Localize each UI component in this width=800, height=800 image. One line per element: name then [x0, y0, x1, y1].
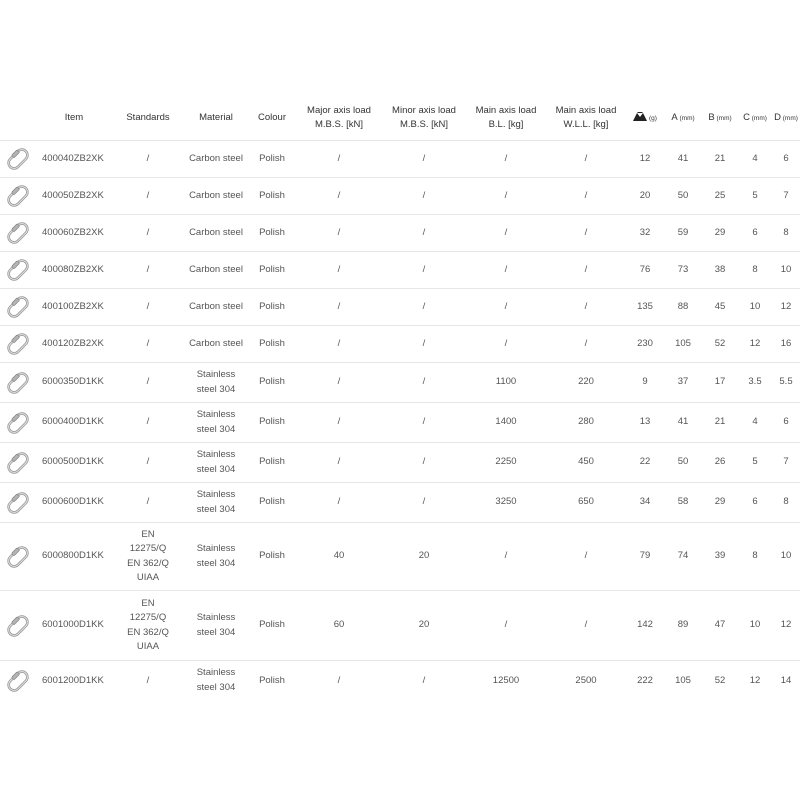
- cell-weight: 76: [626, 252, 664, 289]
- product-image: [0, 443, 36, 483]
- cell-material: Carbon steel: [184, 289, 248, 326]
- table-row: [0, 591, 800, 661]
- cell-dim-b: 21: [702, 403, 738, 443]
- column-header-label: Colour: [258, 112, 286, 123]
- cell-weight: 9: [626, 363, 664, 403]
- cell-colour: Polish: [248, 215, 296, 252]
- cell-dim-a: 105: [664, 661, 702, 701]
- cell-dim-b: 38: [702, 252, 738, 289]
- cell-weight: 22: [626, 443, 664, 483]
- cell-main-axis-wll: /: [546, 326, 626, 363]
- cell-dim-d: 6: [772, 141, 800, 178]
- product-image: [0, 326, 36, 363]
- column-header-dim-d: [772, 96, 800, 141]
- cell-minor-axis-mbs: /: [382, 215, 466, 252]
- cell-item: 6000500D1KK: [36, 443, 112, 483]
- cell-standards: /: [112, 289, 184, 326]
- cell-major-axis-mbs: 60: [296, 591, 382, 661]
- cell-item: 6000350D1KK: [36, 363, 112, 403]
- cell-dim-a: 88: [664, 289, 702, 326]
- cell-dim-b: 25: [702, 178, 738, 215]
- cell-major-axis-mbs: /: [296, 215, 382, 252]
- cell-main-axis-bl: /: [466, 141, 546, 178]
- cell-major-axis-mbs: /: [296, 252, 382, 289]
- cell-major-axis-mbs: /: [296, 141, 382, 178]
- cell-weight: 142: [626, 591, 664, 661]
- cell-standards: /: [112, 215, 184, 252]
- cell-main-axis-wll: 450: [546, 443, 626, 483]
- cell-main-axis-wll: /: [546, 215, 626, 252]
- cell-dim-b: 47: [702, 591, 738, 661]
- cell-dim-c: 12: [738, 326, 772, 363]
- cell-colour: Polish: [248, 326, 296, 363]
- cell-material: Carbon steel: [184, 178, 248, 215]
- column-header-colour: [248, 96, 296, 141]
- cell-colour: Polish: [248, 443, 296, 483]
- cell-minor-axis-mbs: /: [382, 363, 466, 403]
- product-image: [0, 215, 36, 252]
- cell-dim-b: 52: [702, 661, 738, 701]
- cell-standards: /: [112, 178, 184, 215]
- product-image: [0, 141, 36, 178]
- cell-dim-b: 17: [702, 363, 738, 403]
- cell-dim-d: 7: [772, 443, 800, 483]
- cell-material: Stainless steel 304: [184, 661, 248, 701]
- cell-item: 6001200D1KK: [36, 661, 112, 701]
- cell-material: Stainless steel 304: [184, 443, 248, 483]
- cell-standards: /: [112, 326, 184, 363]
- cell-standards: /: [112, 141, 184, 178]
- column-header-dim-b: [702, 96, 738, 141]
- cell-dim-d: 8: [772, 483, 800, 523]
- cell-dim-d: 12: [772, 591, 800, 661]
- table-row: [0, 661, 800, 701]
- cell-dim-b: 21: [702, 141, 738, 178]
- cell-dim-b: 26: [702, 443, 738, 483]
- cell-item: 400120ZB2XK: [36, 326, 112, 363]
- spec-table: [0, 96, 800, 701]
- quick-link-icon: [3, 182, 33, 210]
- cell-dim-c: 12: [738, 661, 772, 701]
- cell-dim-a: 74: [664, 523, 702, 591]
- cell-dim-c: 5: [738, 443, 772, 483]
- cell-dim-a: 41: [664, 141, 702, 178]
- column-header-unit: (mm): [780, 114, 798, 122]
- cell-main-axis-wll: /: [546, 252, 626, 289]
- quick-link-icon: [3, 145, 33, 173]
- cell-dim-b: 52: [702, 326, 738, 363]
- cell-main-axis-wll: /: [546, 289, 626, 326]
- cell-dim-d: 10: [772, 252, 800, 289]
- table-row: [0, 483, 800, 523]
- cell-dim-d: 12: [772, 289, 800, 326]
- cell-standards: EN 12275/Q EN 362/Q UIAA: [112, 591, 184, 661]
- cell-dim-a: 59: [664, 215, 702, 252]
- cell-colour: Polish: [248, 403, 296, 443]
- cell-minor-axis-mbs: /: [382, 403, 466, 443]
- cell-dim-c: 8: [738, 252, 772, 289]
- cell-minor-axis-mbs: /: [382, 178, 466, 215]
- cell-dim-d: 7: [772, 178, 800, 215]
- cell-minor-axis-mbs: /: [382, 252, 466, 289]
- table-row: [0, 326, 800, 363]
- cell-weight: 222: [626, 661, 664, 701]
- table-row: [0, 252, 800, 289]
- cell-item: 6000600D1KK: [36, 483, 112, 523]
- cell-item: 400080ZB2XK: [36, 252, 112, 289]
- quick-link-icon: [3, 219, 33, 247]
- quick-link-icon: [3, 256, 33, 284]
- column-header-weight: [626, 96, 664, 141]
- cell-main-axis-bl: /: [466, 523, 546, 591]
- cell-dim-d: 5.5: [772, 363, 800, 403]
- column-header-label: Standards: [126, 112, 170, 123]
- cell-dim-b: 29: [702, 483, 738, 523]
- cell-item: 6001000D1KK: [36, 591, 112, 661]
- quick-link-icon: [3, 543, 33, 571]
- quick-link-icon: [3, 612, 33, 640]
- cell-major-axis-mbs: /: [296, 326, 382, 363]
- table-row: [0, 363, 800, 403]
- cell-main-axis-bl: /: [466, 591, 546, 661]
- column-header-label: Material: [199, 112, 233, 123]
- cell-major-axis-mbs: /: [296, 483, 382, 523]
- cell-major-axis-mbs: /: [296, 661, 382, 701]
- column-header-unit: (mm): [677, 114, 695, 122]
- cell-main-axis-wll: 280: [546, 403, 626, 443]
- cell-dim-c: 4: [738, 141, 772, 178]
- cell-dim-c: 5: [738, 178, 772, 215]
- cell-colour: Polish: [248, 483, 296, 523]
- cell-main-axis-bl: /: [466, 252, 546, 289]
- cell-dim-a: 89: [664, 591, 702, 661]
- cell-item: 6000800D1KK: [36, 523, 112, 591]
- cell-dim-b: 29: [702, 215, 738, 252]
- column-header-material: [184, 96, 248, 141]
- cell-dim-a: 58: [664, 483, 702, 523]
- column-header-label: A: [671, 111, 678, 123]
- cell-main-axis-bl: 3250: [466, 483, 546, 523]
- cell-main-axis-bl: /: [466, 326, 546, 363]
- cell-dim-a: 37: [664, 363, 702, 403]
- cell-dim-d: 8: [772, 215, 800, 252]
- cell-material: Carbon steel: [184, 326, 248, 363]
- quick-link-icon: [3, 667, 33, 695]
- column-header-main-axis-bl: [466, 96, 546, 141]
- cell-dim-d: 10: [772, 523, 800, 591]
- product-image: [0, 661, 36, 701]
- column-header-unit: (g): [649, 114, 657, 122]
- column-header-dim-a: [664, 96, 702, 141]
- cell-standards: /: [112, 403, 184, 443]
- cell-minor-axis-mbs: /: [382, 443, 466, 483]
- cell-colour: Polish: [248, 661, 296, 701]
- cell-dim-d: 14: [772, 661, 800, 701]
- cell-standards: /: [112, 443, 184, 483]
- column-header-item: [36, 96, 112, 141]
- cell-main-axis-bl: /: [466, 178, 546, 215]
- product-image: [0, 363, 36, 403]
- product-image: [0, 289, 36, 326]
- column-header-unit: (mm): [749, 114, 767, 122]
- cell-main-axis-wll: /: [546, 141, 626, 178]
- cell-minor-axis-mbs: /: [382, 289, 466, 326]
- quick-link-icon: [3, 449, 33, 477]
- column-header-label: D: [774, 111, 781, 123]
- column-header-standards: [112, 96, 184, 141]
- cell-material: Stainless steel 304: [184, 523, 248, 591]
- cell-material: Stainless steel 304: [184, 591, 248, 661]
- cell-main-axis-bl: 1400: [466, 403, 546, 443]
- cell-item: 400050ZB2XK: [36, 178, 112, 215]
- cell-material: Carbon steel: [184, 215, 248, 252]
- column-header-major-axis-mbs: [296, 96, 382, 141]
- cell-colour: Polish: [248, 523, 296, 591]
- cell-weight: 135: [626, 289, 664, 326]
- cell-dim-a: 50: [664, 443, 702, 483]
- cell-main-axis-bl: 1100: [466, 363, 546, 403]
- column-header-minor-axis-mbs: [382, 96, 466, 141]
- column-header-label: Main axis load B.L. [kg]: [475, 105, 537, 130]
- column-header-image: [0, 96, 36, 141]
- cell-item: 400100ZB2XK: [36, 289, 112, 326]
- cell-colour: Polish: [248, 252, 296, 289]
- column-header-dim-c: [738, 96, 772, 141]
- column-header-label: B: [708, 111, 715, 123]
- cell-minor-axis-mbs: /: [382, 483, 466, 523]
- cell-minor-axis-mbs: 20: [382, 591, 466, 661]
- cell-dim-c: 8: [738, 523, 772, 591]
- table-body: [0, 141, 800, 701]
- cell-dim-c: 3.5: [738, 363, 772, 403]
- cell-standards: /: [112, 252, 184, 289]
- cell-major-axis-mbs: /: [296, 289, 382, 326]
- cell-dim-c: 6: [738, 483, 772, 523]
- cell-minor-axis-mbs: /: [382, 661, 466, 701]
- cell-colour: Polish: [248, 363, 296, 403]
- product-image: [0, 252, 36, 289]
- product-image: [0, 178, 36, 215]
- table-header: [0, 96, 800, 141]
- cell-minor-axis-mbs: 20: [382, 523, 466, 591]
- table-row: [0, 523, 800, 591]
- cell-dim-c: 10: [738, 591, 772, 661]
- cell-material: Stainless steel 304: [184, 363, 248, 403]
- cell-item: 400040ZB2XK: [36, 141, 112, 178]
- cell-material: Carbon steel: [184, 141, 248, 178]
- product-image: [0, 403, 36, 443]
- cell-standards: /: [112, 661, 184, 701]
- cell-dim-c: 10: [738, 289, 772, 326]
- cell-main-axis-bl: 2250: [466, 443, 546, 483]
- cell-main-axis-bl: /: [466, 215, 546, 252]
- cell-item: 400060ZB2XK: [36, 215, 112, 252]
- cell-standards: /: [112, 363, 184, 403]
- cell-main-axis-wll: 220: [546, 363, 626, 403]
- cell-dim-d: 16: [772, 326, 800, 363]
- cell-minor-axis-mbs: /: [382, 326, 466, 363]
- cell-weight: 20: [626, 178, 664, 215]
- weight-icon: [633, 112, 647, 121]
- cell-dim-a: 50: [664, 178, 702, 215]
- cell-weight: 230: [626, 326, 664, 363]
- cell-dim-a: 41: [664, 403, 702, 443]
- cell-major-axis-mbs: 40: [296, 523, 382, 591]
- cell-dim-d: 6: [772, 403, 800, 443]
- table-row: [0, 141, 800, 178]
- cell-dim-b: 39: [702, 523, 738, 591]
- cell-dim-b: 45: [702, 289, 738, 326]
- column-header-label: Major axis load M.B.S. [kN]: [307, 105, 371, 130]
- cell-material: Carbon steel: [184, 252, 248, 289]
- column-header-unit: (mm): [714, 114, 732, 122]
- quick-link-icon: [3, 330, 33, 358]
- quick-link-icon: [3, 293, 33, 321]
- quick-link-icon: [3, 369, 33, 397]
- quick-link-icon: [3, 489, 33, 517]
- cell-minor-axis-mbs: /: [382, 141, 466, 178]
- cell-colour: Polish: [248, 591, 296, 661]
- column-header-label: Minor axis load M.B.S. [kN]: [392, 105, 456, 130]
- cell-main-axis-wll: 2500: [546, 661, 626, 701]
- cell-weight: 79: [626, 523, 664, 591]
- cell-weight: 34: [626, 483, 664, 523]
- cell-main-axis-bl: /: [466, 289, 546, 326]
- cell-dim-c: 4: [738, 403, 772, 443]
- quick-link-icon: [3, 409, 33, 437]
- cell-weight: 13: [626, 403, 664, 443]
- cell-main-axis-wll: /: [546, 523, 626, 591]
- table-row: [0, 178, 800, 215]
- column-header-main-axis-wll: [546, 96, 626, 141]
- cell-main-axis-wll: 650: [546, 483, 626, 523]
- cell-colour: Polish: [248, 289, 296, 326]
- cell-main-axis-bl: 12500: [466, 661, 546, 701]
- cell-main-axis-wll: /: [546, 178, 626, 215]
- cell-major-axis-mbs: /: [296, 443, 382, 483]
- cell-major-axis-mbs: /: [296, 403, 382, 443]
- table-row: [0, 215, 800, 252]
- cell-main-axis-wll: /: [546, 591, 626, 661]
- cell-weight: 32: [626, 215, 664, 252]
- cell-colour: Polish: [248, 178, 296, 215]
- column-header-label: Main axis load W.L.L. [kg]: [555, 105, 617, 130]
- cell-dim-c: 6: [738, 215, 772, 252]
- table-row: [0, 403, 800, 443]
- cell-dim-a: 105: [664, 326, 702, 363]
- column-header-label: C: [743, 111, 750, 123]
- product-image: [0, 483, 36, 523]
- cell-material: Stainless steel 304: [184, 483, 248, 523]
- column-header-label: Item: [64, 112, 84, 123]
- cell-material: Stainless steel 304: [184, 403, 248, 443]
- cell-weight: 12: [626, 141, 664, 178]
- cell-standards: /: [112, 483, 184, 523]
- table-row: [0, 289, 800, 326]
- cell-colour: Polish: [248, 141, 296, 178]
- product-image: [0, 591, 36, 661]
- cell-item: 6000400D1KK: [36, 403, 112, 443]
- table-row: [0, 443, 800, 483]
- product-image: [0, 523, 36, 591]
- cell-major-axis-mbs: /: [296, 363, 382, 403]
- cell-dim-a: 73: [664, 252, 702, 289]
- cell-standards: EN 12275/Q EN 362/Q UIAA: [112, 523, 184, 591]
- cell-major-axis-mbs: /: [296, 178, 382, 215]
